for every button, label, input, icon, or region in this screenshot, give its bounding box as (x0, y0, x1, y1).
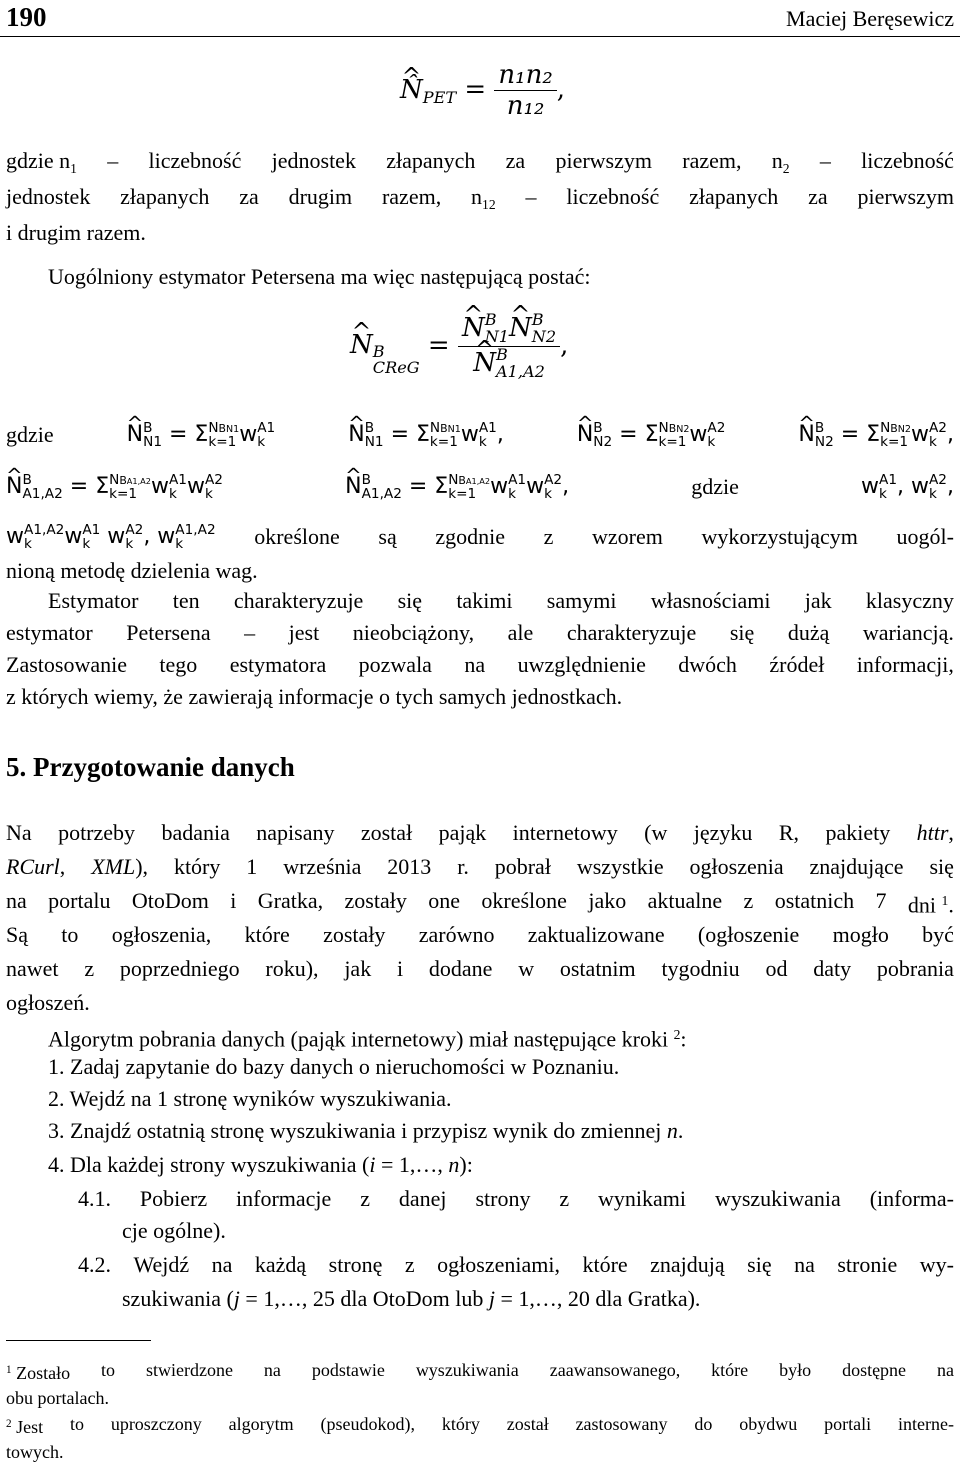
footnote-rule (6, 1340, 151, 1341)
para4-line1: Na potrzeby badania napisany został pająk internetowy (w języku R, pakiety httr, (6, 820, 954, 845)
para4-line5: nawet z poprzedniego roku), jak i dodane w ostatnim tygodniu od daty pobrania (6, 956, 954, 981)
para2: Uogólniony estymator Petersena ma więc następującą postać: (48, 264, 591, 289)
page-number: 190 (6, 2, 47, 32)
para1-line1: gdzie $n_1$ – liczebność jednostek złapanych za pierwszym razem, $n_2$ – liczebność (6, 148, 954, 176)
step-1: 1. Zadaj zapytanie do bazy danych o nieruchomości w Poznaniu. (48, 1054, 620, 1079)
defs-line3: w A1,A2 k w A1 k w A2 k , w A1,A2 k określone są zgodnie z wzorem wykorzystującym uogól- (6, 521, 954, 552)
step-4-1: 4.1. Pobierz informacje z danej strony z wynikami wyszukiwania (informa- (78, 1186, 954, 1211)
para4-line2: RCurl, XML), który 1 września 2013 r. pobrał wszystkie ogłoszenia znajdujące się (6, 854, 954, 879)
step-4-2: 4.2. Wejdź na każdą stronę z ogłoszeniami, które znajdują się na stronie wy- (78, 1252, 954, 1277)
footnote-1: $^1$ Zostało to stwierdzone na podstawie wyszukiwania zaawansowanego, które było dostępne na (6, 1360, 954, 1384)
defs-line4: nioną metodę dzielenia wag. (6, 558, 258, 583)
formula-creg: ^ N B CReG = ^ N B N1 ^ N B N2 ^ N B A1,A2 , (350, 312, 568, 381)
para3-line4: z których wiemy, że zawierają informacje o tych samych jednostkach. (6, 684, 623, 709)
page-header (0, 0, 960, 37)
footnote-1-cont: obu portalach. (6, 1388, 109, 1408)
para1-line2: jednostek złapanych za drugim razem, $n_{12}$ – liczebność złapanych za pierwszym (6, 184, 954, 212)
para5: Algorytm pobrania danych (pająk internetowy) miał następujące kroki $^2$: (48, 1026, 687, 1052)
para3-line3: Zastosowanie tego estymatora pozwala na uwzględnienie dwóch źródeł informacji, (6, 652, 954, 677)
footnote-2-cont: towych. (6, 1442, 64, 1462)
step-2: 2. Wejdź na 1 stronę wyników wyszukiwania. (48, 1086, 452, 1111)
section-title: 5. Przygotowanie danych (6, 752, 295, 782)
step-4-1-cont: cje ogólne). (122, 1218, 226, 1243)
para1-line3: i drugim razem. (6, 220, 146, 245)
para3-line1: Estymator ten charakteryzuje się takimi samymi własnościami jak klasyczny (48, 588, 954, 613)
step-4-2-cont: szukiwania (j = 1,…, 25 dla OtoDom lub j = 1,…, 20 dla Gratka). (122, 1286, 701, 1311)
defs-line2: ^ N B A1,A2 = Σ NBA1,A2 k=1 w A1 k w A2 k ^ N B A1,A2 = Σ NBA1,A2 k=1 w A1 k w A2 k , gdzie w A1 k , w A2 k , (6, 472, 954, 502)
formula-pet: ^ $N̂_{PET}$ = $\frac{\text{n₁n₂}}{\text{n₁₂}}$ , (400, 60, 565, 121)
para4-line6: ogłoszeń. (6, 990, 90, 1015)
para4-line3: na portalu OtoDom i Gratka, zostały one określone jako aktualne z ostatnich 7 dni $^1$. (6, 888, 954, 918)
para3-line2: estymator Petersena – jest nieobciążony, ale charakteryzuje się dużą wariancją. (6, 620, 954, 645)
running-author: Maciej Beręsewicz (786, 6, 954, 31)
footnote-2: $^2$ Jest to uproszczony algorytm (pseudokod), który został zastosowany do obydwu portali interne- (6, 1414, 954, 1438)
step-4: 4. Dla każdej strony wyszukiwania (i = 1,…, n): (48, 1152, 473, 1177)
step-3: 3. Znajdź ostatnią stronę wyszukiwania i przypisz wynik do zmiennej n. (48, 1118, 684, 1143)
defs-line1: gdzie ^ N B N1 = Σ NBN1 k=1 w A1 k ^ N B N1 = Σ NBN1 k=1 w A1 k , ^ N B N2 = Σ NBN2 k=1 w A2 k ^ N B N2 = Σ NBN2 k=1 w A2 k , (6, 420, 954, 450)
para4-line4: Są to ogłoszenia, które zostały zarówno zaktualizowane (ogłoszenie mogło być (6, 922, 954, 947)
